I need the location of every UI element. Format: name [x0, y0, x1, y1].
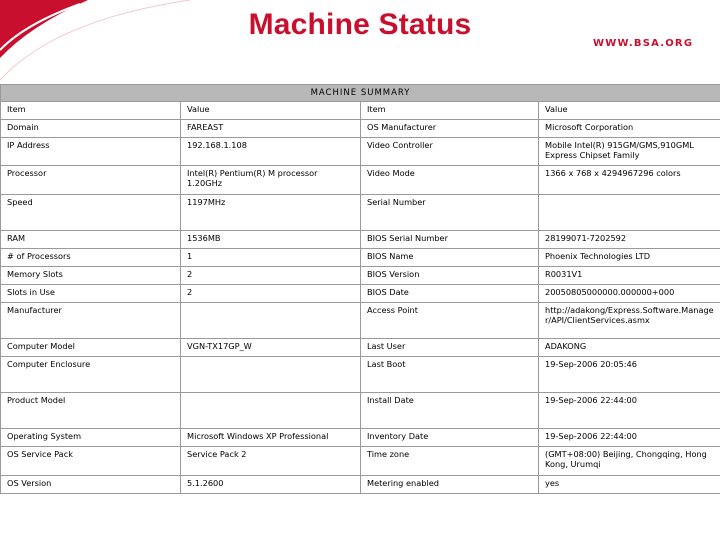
- item-value: [181, 356, 361, 392]
- item-label: BIOS Date: [361, 284, 539, 302]
- table-row: [1, 266, 720, 284]
- table-row: [1, 248, 720, 266]
- item-label: Install Date: [361, 392, 539, 428]
- item-value: 1536MB: [181, 230, 361, 248]
- item-value: Microsoft Corporation: [539, 119, 720, 137]
- column-header: Value: [539, 101, 720, 119]
- table-row: [1, 392, 720, 428]
- item-label: Access Point: [361, 302, 539, 338]
- item-value: http://adakong/Express.Software.Manager/API/ClientServices.asmx: [539, 302, 720, 338]
- item-value: [539, 194, 720, 230]
- item-label: OS Version: [1, 475, 181, 493]
- item-label: Product Model: [1, 392, 181, 428]
- page-title: Machine Status: [248, 8, 472, 41]
- item-label: Last User: [361, 338, 539, 356]
- table-row: [1, 428, 720, 446]
- item-label: Speed: [1, 194, 181, 230]
- item-value: 2: [181, 266, 361, 284]
- table-row: [1, 302, 720, 338]
- item-value: 1197MHz: [181, 194, 361, 230]
- item-value: Phoenix Technologies LTD: [539, 248, 720, 266]
- table-row: [1, 119, 720, 137]
- item-value: [181, 302, 361, 338]
- item-label: BIOS Serial Number: [361, 230, 539, 248]
- item-value: [181, 392, 361, 428]
- item-value: 28199071-7202592: [539, 230, 720, 248]
- item-label: Manufacturer: [1, 302, 181, 338]
- table-row: [1, 230, 720, 248]
- item-value: Microsoft Windows XP Professional: [181, 428, 361, 446]
- column-header: Item: [1, 101, 181, 119]
- item-label: OS Service Pack: [1, 446, 181, 475]
- table-row: [1, 338, 720, 356]
- item-label: Domain: [1, 119, 181, 137]
- table-row: [1, 165, 720, 194]
- item-value: yes: [539, 475, 720, 493]
- item-value: 19-Sep-2006 20:05:46: [539, 356, 720, 392]
- item-value: 2: [181, 284, 361, 302]
- item-label: RAM: [1, 230, 181, 248]
- table-caption-row: [1, 85, 720, 102]
- item-value: Intel(R) Pentium(R) M processor 1.20GHz: [181, 165, 361, 194]
- item-label: Operating System: [1, 428, 181, 446]
- item-label: BIOS Name: [361, 248, 539, 266]
- item-label: IP Address: [1, 137, 181, 165]
- item-value: 1: [181, 248, 361, 266]
- item-label: Slots in Use: [1, 284, 181, 302]
- item-value: 20050805000000.000000+000: [539, 284, 720, 302]
- item-value: 19-Sep-2006 22:44:00: [539, 428, 720, 446]
- item-value: (GMT+08:00) Beijing, Chongqing, Hong Kong, Urumqi: [539, 446, 720, 475]
- item-label: # of Processors: [1, 248, 181, 266]
- table-row: [1, 137, 720, 165]
- item-value: 19-Sep-2006 22:44:00: [539, 392, 720, 428]
- table-caption: MACHINE SUMMARY: [1, 85, 720, 102]
- column-header-row: [1, 101, 720, 119]
- item-value: FAREAST: [181, 119, 361, 137]
- item-label: Inventory Date: [361, 428, 539, 446]
- item-label: Video Mode: [361, 165, 539, 194]
- machine-summary-table: [0, 84, 720, 494]
- item-label: OS Manufacturer: [361, 119, 539, 137]
- item-value: R0031V1: [539, 266, 720, 284]
- item-label: Processor: [1, 165, 181, 194]
- item-label: Computer Enclosure: [1, 356, 181, 392]
- table-row: [1, 194, 720, 230]
- item-value: VGN-TX17GP_W: [181, 338, 361, 356]
- table-row: [1, 284, 720, 302]
- table-row: [1, 356, 720, 392]
- item-label: Computer Model: [1, 338, 181, 356]
- item-label: Serial Number: [361, 194, 539, 230]
- site-url: WWW.BSA.ORG: [593, 38, 694, 49]
- table-row: [1, 446, 720, 475]
- item-value: 192.168.1.108: [181, 137, 361, 165]
- item-value: 1366 x 768 x 4294967296 colors: [539, 165, 720, 194]
- item-value: ADAKONG: [539, 338, 720, 356]
- table-row: [1, 475, 720, 493]
- item-label: Last Boot: [361, 356, 539, 392]
- item-label: BIOS Version: [361, 266, 539, 284]
- item-value: 5.1.2600: [181, 475, 361, 493]
- item-value: Mobile Intel(R) 915GM/GMS,910GML Express Chipset Family: [539, 137, 720, 165]
- column-header: Value: [181, 101, 361, 119]
- item-label: Memory Slots: [1, 266, 181, 284]
- item-label: Time zone: [361, 446, 539, 475]
- item-label: Video Controller: [361, 137, 539, 165]
- item-label: Metering enabled: [361, 475, 539, 493]
- column-header: Item: [361, 101, 539, 119]
- item-value: Service Pack 2: [181, 446, 361, 475]
